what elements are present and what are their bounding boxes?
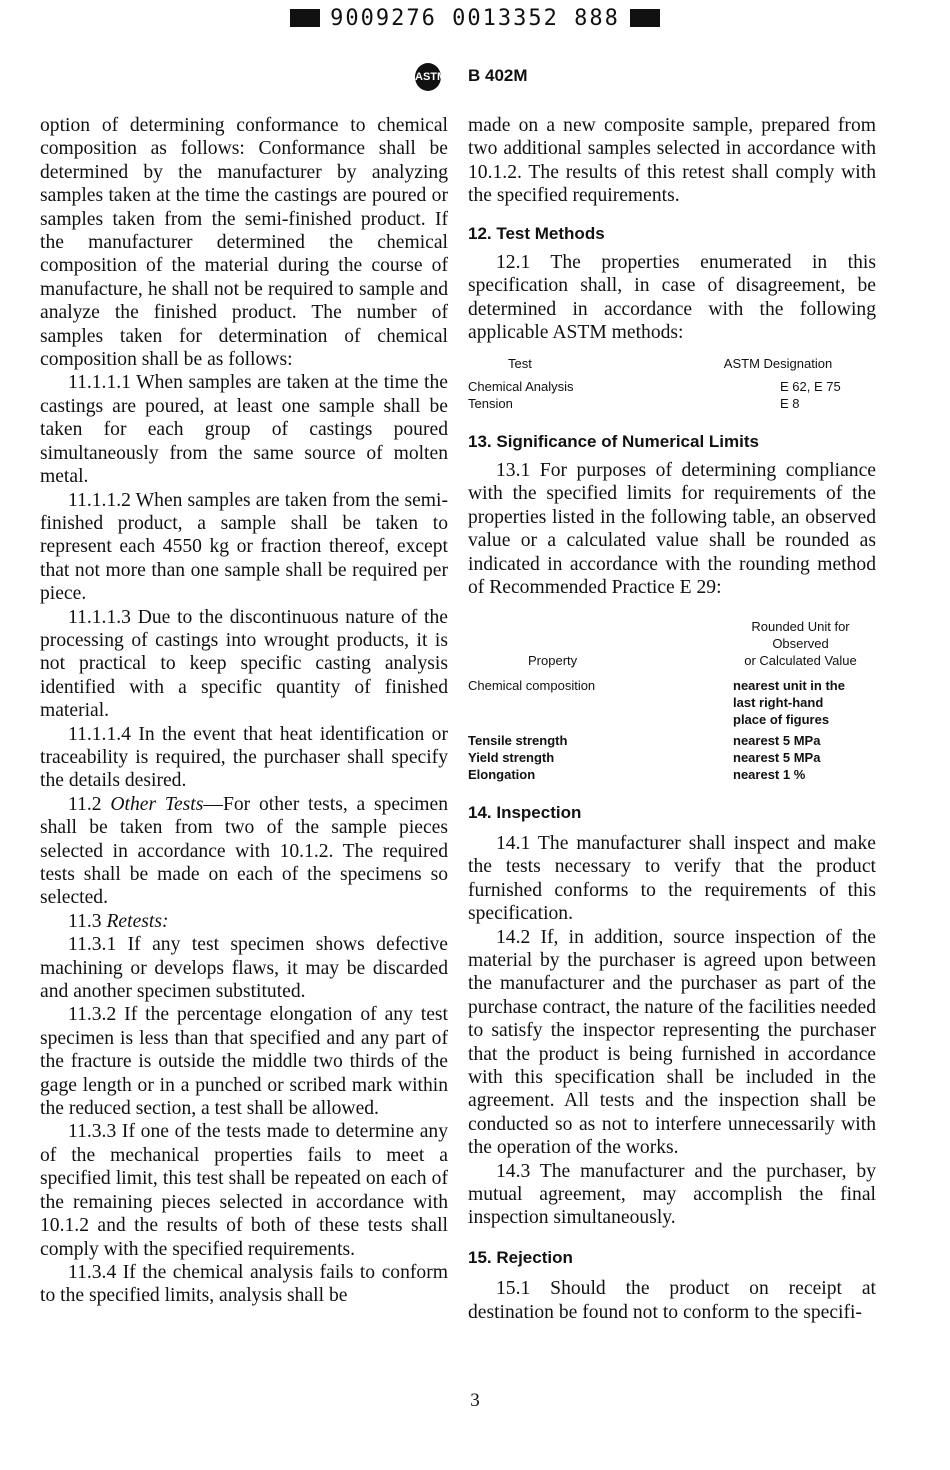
section-14-heading: 14. Inspection <box>468 802 582 822</box>
table-header-designation: ASTM Designation <box>723 355 833 371</box>
paragraph-11-1-1-4: 11.1.1.4 In the event that heat identification or traceability is required, the purchaser shall specify the details desired. <box>40 723 448 792</box>
table-cell-property: Chemical composition <box>468 677 596 693</box>
barcode-block-right <box>630 9 660 27</box>
rounding-table <box>468 618 868 783</box>
table-cell-property: Tensile strength <box>468 732 568 748</box>
paragraph-11-3-title: Retests: <box>106 910 169 932</box>
table-row <box>468 677 868 728</box>
paragraph-11-2 <box>40 793 448 910</box>
table-cell-designation: E 8 <box>780 395 800 411</box>
paragraph-11-1-1-3: 11.1.1.3 Due to the discontinuous nature of the processing of castings into wrought products, it is not practical to keep specific casting analysis identified with a specific quantity of finished material. <box>40 606 448 722</box>
table-cell-rounded-unit: nearest 5 MPa <box>733 732 821 748</box>
table-header-test: Test <box>508 355 532 371</box>
right-column <box>468 114 876 1324</box>
paragraph-14-3: 14.3 The manufacturer and the purchaser, by mutual agreement, may accomplish the final inspection simultaneously. <box>468 1160 876 1229</box>
table-cell-test: Chemical Analysis <box>468 378 574 394</box>
paragraph-12-1: 12.1 The properties enumerated in this specification shall, in case of disagreement, be determined in accordance with the following applicable ASTM methods: <box>468 252 876 344</box>
table-row <box>468 395 848 412</box>
section-13-heading: 13. Significance of Numerical Limits <box>468 431 759 451</box>
section-12-heading: 12. Test Methods <box>468 223 605 243</box>
table-cell-rounded-unit: nearest 1 % <box>733 766 806 782</box>
paragraph-11-3-3: 11.3.3 If one of the tests made to determine any of the mechanical properties fails to meet a specified limit, this test shall be repeated on each of the remaining pieces selected in accordance with 10.1.2 and the results of both of these tests shall comply with the specified requirements. <box>40 1121 448 1260</box>
paragraph-15-1: 15.1 Should the product on receipt at destination be found not to conform to the specifi- <box>468 1278 876 1323</box>
paragraph-11-3-4: 11.3.4 If the chemical analysis fails to conform to the specified limits, analysis shall be <box>40 1261 448 1307</box>
paragraph-11-3-2: 11.3.2 If the percentage elongation of any test specimen is less than that specified and any part of the fracture is outside the middle two thirds of the gage length or in a punched or scribed mark within the reduced section, a test shall be allowed. <box>40 1004 448 1120</box>
paragraph-11-2-number: 11.2 <box>68 793 102 815</box>
astm-logo-icon: ASTM <box>415 63 441 91</box>
table-cell-property: Elongation <box>468 766 536 782</box>
paragraph-14-1: 14.1 The manufacturer shall inspect and make the tests necessary to verify that the product furnished conforms to the requirements of this specification. <box>468 832 876 925</box>
table-header-rounded-unit <box>733 618 868 669</box>
barcode-block-left <box>290 9 320 27</box>
table-header-rounded-unit-line1: Rounded Unit for Observed <box>751 618 850 651</box>
page-number: 3 <box>470 1390 480 1411</box>
document-barcode <box>0 6 950 31</box>
table-row <box>468 766 868 783</box>
left-column <box>40 114 448 1308</box>
table-cell-designation: E 62, E 75 <box>780 378 841 394</box>
paragraph-11-3-1: 11.3.1 If any test specimen shows defective machining or develops flaws, it may be discarded and another specimen substituted. <box>40 934 448 1003</box>
standard-designation: B 402M <box>468 66 528 85</box>
table-row <box>468 378 848 395</box>
table-cell-rounded-unit: nearest 5 MPa <box>733 749 821 765</box>
table-header-row <box>468 618 868 669</box>
paragraph-11-3-number: 11.3 <box>68 910 102 932</box>
table-header-property: Property <box>528 652 578 668</box>
table-header-row <box>468 355 848 372</box>
paragraph-14-2: 14.2 If, in addition, source inspection of the material by the purchaser is agreed upon between the manufacturer and the purchaser as part of the purchase contract, the nature of the facilities needed to satisfy the inspector representing the purchaser that the product is being furnished in accordance with this specification shall be included in the agreement. All tests and the inspection shall be conducted so as not to interfere unnecessarily with the operation of the works. <box>468 926 877 1159</box>
table-cell-test: Tension <box>468 395 513 411</box>
table-row <box>468 749 868 766</box>
paragraph-11-1-1-2: 11.1.1.2 When samples are taken from the semi-finished product, a sample shall be taken to represent each 4550 kg or fraction thereof, except that not more than one sample shall be required per piece. <box>40 489 448 605</box>
table-cell-property: Yield strength <box>468 749 555 765</box>
test-methods-table <box>468 355 848 412</box>
paragraph-11-1-1-1: 11.1.1.1 When samples are taken at the time the castings are poured, at least one sample shall be taken for each group of castings poured simultaneously from the same source of molten metal. <box>40 372 448 488</box>
section-15-heading: 15. Rejection <box>468 1247 573 1267</box>
paragraph-11-3 <box>40 910 448 933</box>
paragraph-11-2-title: Other Tests <box>110 793 204 815</box>
barcode-number: 9009276 0013352 888 <box>330 6 620 31</box>
table-row <box>468 728 868 749</box>
table-header-rounded-unit-line2: or Calculated Value <box>744 652 857 668</box>
paragraph-13-1: 13.1 For purposes of determining compliance with the specified limits for requirements of the properties listed in the following table, an observed value or a calculated value shall be rounded as indicated in accordance with the rounding method of Recommended Practice E 29: <box>468 460 876 599</box>
paragraph-11-1-1-cont: option of determining conformance to chemical composition as follows: Conformance shall be determined by the manufacturer by analyzing samples taken at the time the castings are poured or samples taken from the semi-finished product. If the manufacturer determined the chemical composition of the material during the course of manufacture, he shall not be required to sample and analyze the finished product. The number of samples taken for determination of chemical composition shall be as follows: <box>40 115 448 371</box>
paragraph-11-3-4-cont: made on a new composite sample, prepared from two additional samples selected in accordance with 10.1.2. The results of this retest shall comply with the specified requirements. <box>468 115 876 207</box>
paragraph-11-2-text: —For other tests, a specimen shall be taken from two of the sample pieces selected in accordance with 10.1.2. The required tests shall be made on each of the specimens so selected. <box>40 793 448 909</box>
table-cell-rounded-unit: nearest unit in the last right-hand place of figures <box>733 677 845 727</box>
